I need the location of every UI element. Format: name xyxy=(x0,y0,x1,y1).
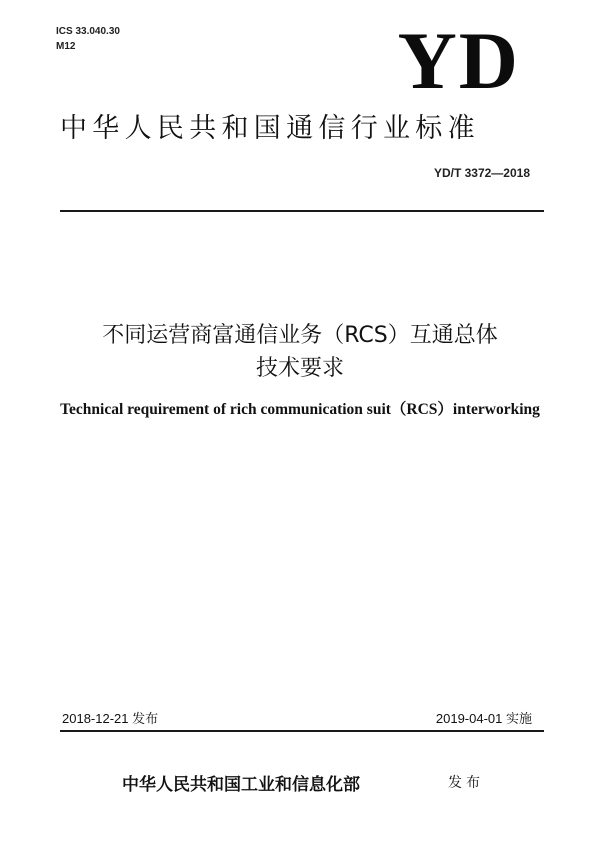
standard-title: 中华人民共和国通信行业标准 xyxy=(60,113,480,144)
publish-label: 发布 xyxy=(448,775,484,791)
document-title-en: Technical requirement of rich communication suit（RCS）interworking xyxy=(60,401,540,418)
document-title-cn-line1: 不同运营商富通信业务（RCS）互通总体 xyxy=(102,323,498,348)
classification-block xyxy=(56,24,120,54)
publisher: 中华人民共和国工业和信息化部 xyxy=(122,775,360,795)
bottom-divider xyxy=(60,730,544,732)
top-divider xyxy=(60,210,544,212)
ics-code: ICS 33.040.30 xyxy=(56,26,120,37)
document-title-cn-line2: 技术要求 xyxy=(255,356,344,381)
implementation-date: 2019-04-01 实施 xyxy=(435,711,532,726)
standard-number: YD/T 3372—2018 xyxy=(433,166,530,180)
issue-date: 2018-12-21 发布 xyxy=(62,711,159,726)
yd-logo: YD xyxy=(397,15,520,106)
category-code: M12 xyxy=(56,41,76,52)
